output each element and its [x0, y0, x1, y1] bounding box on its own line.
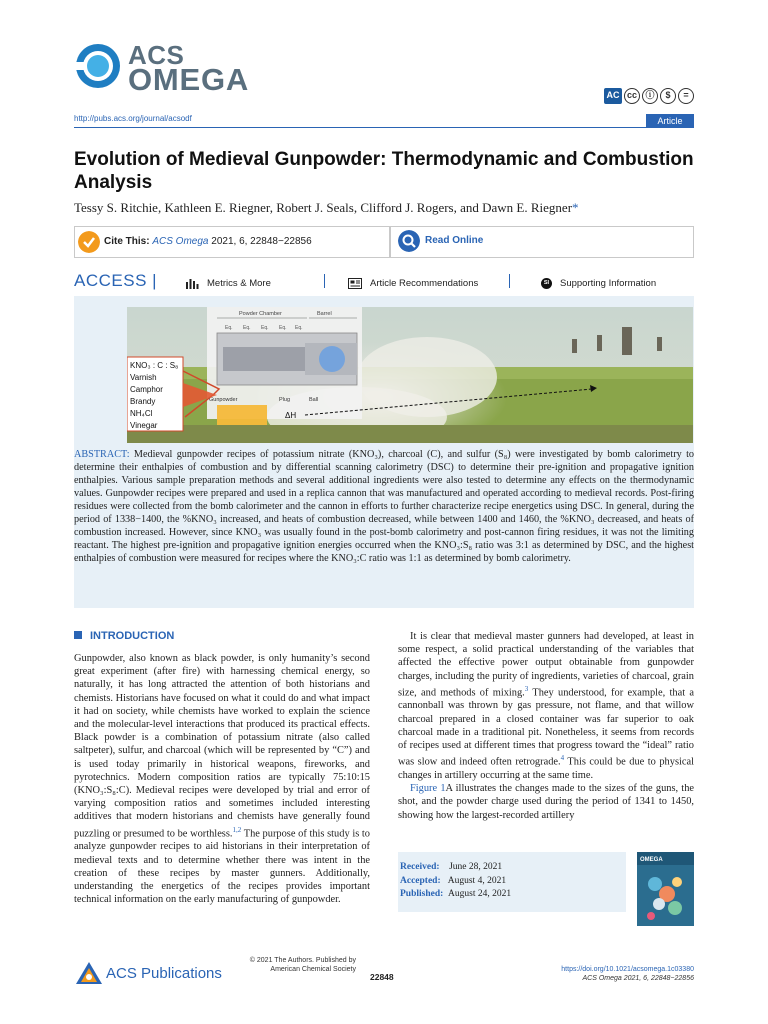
svg-text:Powder Chamber: Powder Chamber [239, 311, 282, 317]
received-row: Received: June 28, 2021 [400, 862, 503, 872]
accepted-row: Accepted: August 4, 2021 [400, 876, 507, 886]
svg-text:KNO₃ : C : S₈: KNO₃ : C : S₈ [130, 361, 179, 370]
brand-bottom: OMEGA [128, 62, 250, 97]
access-label: ACCESS | [74, 271, 158, 290]
access-divider [509, 274, 510, 288]
article-title: Evolution of Medieval Gunpowder: Thermodynamic and Combustion Analysis [74, 149, 694, 193]
doi-link[interactable]: https://doi.org/10.1021/acsomega.1c03380 [561, 966, 694, 973]
svg-text:NH₄Cl: NH₄Cl [130, 409, 153, 418]
svg-text:Eq.: Eq. [225, 325, 233, 331]
reference-link[interactable]: 4 [560, 754, 565, 763]
svg-text:Eq.: Eq. [243, 325, 251, 331]
svg-text:Eq.: Eq. [279, 325, 287, 331]
nd-icon[interactable]: = [678, 88, 694, 104]
cite-label: Cite This: [104, 236, 150, 247]
doi-block [520, 965, 694, 983]
supporting-information-link[interactable]: Supporting Information [560, 278, 657, 289]
by-icon[interactable]: ⓘ [642, 88, 658, 104]
svg-text:Barrel: Barrel [317, 311, 332, 317]
license-icons [604, 88, 694, 104]
authors-text: Tessy S. Ritchie, Kathleen E. Riegner, Robert J. Seals, Clifford J. Rogers, and Dawn E. Riegner [74, 200, 573, 215]
read-online-link[interactable]: Read Online [425, 235, 484, 246]
svg-text:Brandy: Brandy [130, 397, 156, 406]
svg-text:Varnish: Varnish [130, 373, 157, 382]
recommendations-link[interactable]: Article Recommendations [370, 278, 479, 289]
access-divider [324, 274, 325, 288]
article-type-badge: Article [646, 114, 694, 128]
svg-text:Plug: Plug [279, 397, 291, 403]
intro-paragraph-1: Gunpowder, also known as black powder, is only humanity’s second great experiment (after fire) with harnessing chemical energy, so naturally, it has long attracted the attention of both historians and chemists. Historians have focused on what it could do and what impact it had on society, while chemists have worked to explain the science and the molecular-level interactions that produced its practical effects. Black powder is a combination of potassium nitrate (also called saltpeter), sulfur, and charcoal (which will be represented by “C”) and is used today primarily in historical weapons, fireworks, and pyrotechnics. Modern composition ratios are typically 75:10:15 (KNO₃:S₈:C). Medieval recipes were developed by trial and error of varying composition ratios and sometimes included interesting additives that modern historians and chemists have generally found puzzling or presumed to be worthless.$^{1,2}$ The purpose of this study is to analyze gunpowder recipes to aid historians in their interpretation of medieval texts and to determine whether there was intent in the creation of these recipes by master gunners. Additionally, understanding the energetics of the recipes provides important technical information on the early manufacturing of gunpowder. [74, 653, 370, 906]
figure-link[interactable]: Figure 1 [410, 783, 446, 795]
acs-omega-logo-icon [74, 42, 122, 90]
delta-h-label: ΔH [285, 411, 297, 420]
reference-link[interactable]: 1,2 [232, 825, 242, 834]
journal-cover-image[interactable] [637, 852, 694, 926]
author-list [74, 200, 704, 216]
metrics-link[interactable]: Metrics & More [207, 278, 271, 289]
nc-icon[interactable]: $ [660, 88, 676, 104]
si-icon: SI [541, 278, 552, 289]
page-number: 22848 [370, 972, 394, 982]
intro-paragraph-2: It is clear that medieval master gunners had developed, at least in some respect, a solid practical understanding of the variables that affected the effective power output obtainable from gunpowder charges, including the purity of ingredients, varieties of charcoal, grain size, and methods of mixing.$^3$ They understood, for example, that a cannonball was thrown by gas pressure, not flame, and that willow charcoal prepared in a closed container was far superior to oak charcoal made in a traditional pit. Nonetheless, it seems from records of recipes used at different times that progress toward the “ideal” ratio was slow and indeed often retrograde.$^4$ This could be due to physical changes in artillery occurring at the same time. [398, 631, 694, 781]
metrics-icon [186, 278, 199, 289]
intro-column-2 [398, 630, 694, 822]
abstract-text [74, 448, 694, 565]
published-row: Published: August 24, 2021 [400, 889, 512, 899]
cite-journal-link[interactable]: ACS Omega [152, 236, 209, 247]
svg-text:Gunpowder: Gunpowder [209, 397, 238, 403]
svg-text:Vinegar: Vinegar [130, 421, 158, 430]
section-heading: INTRODUCTION [74, 630, 174, 642]
section-square-icon [74, 631, 82, 639]
abstract-body: Medieval gunpowder recipes of potassium nitrate (KNO₃), charcoal (C), and sulfur (S₈) were investigated by bomb calorimetry to determine their enthalpies of combustion and by differential scanning calorimetry (DSC) to determine their pre-ignition and propagative ignition enthalpies. Various sample preparation methods and several additional ingredients were also tested to determine any effects on the thermodynamic values. Gunpowder recipes were prepared and used in a replica cannon that was manufactured and operated according to medieval records. Post-firing residues were collected from the bomb calorimeter and the cannon in efforts to further characterize recipe energetics using DSC. In general, during the period of 1338−1400, the %KNO₃ increased, and heats of combustion decreased, while between 1400 and 1460, the %KNO₃ decreased, and heats of combustion increased. However, since KNO₃ was usually found in the post-bomb calorimetry and post-cannon firing residues, it was not the limiting reactant. The highest pre-ignition and propagative ignition energies occurred when the KNO₃:S₈ ratio was 3:1 as determined by DSC, and the highest enthalpies of combustion were measured for recipes where the KNO₃:C ratio was 1:1 as determined by bomb calorimetry. [74, 449, 694, 564]
acs-publications-logo-icon [76, 962, 102, 984]
cite-details: 2021, 6, 22848−22856 [211, 236, 312, 247]
brand-top: ACS [128, 40, 185, 70]
copyright-notice: © 2021 The Authors. Published by American Chemical Society [249, 957, 356, 973]
svg-text:Camphor: Camphor [130, 385, 163, 394]
footer-citation: ACS Omega 2021, 6, 22848−22856 [582, 975, 694, 982]
journal-url-link[interactable]: http://pubs.acs.org/journal/acsodf [74, 114, 192, 123]
check-icon [78, 231, 100, 253]
cite-this-text [104, 236, 312, 247]
svg-text:OMEGA: OMEGA [640, 857, 663, 863]
recommendations-icon [348, 278, 362, 289]
cc-icon[interactable]: cc [624, 88, 640, 104]
corresponding-author-mark[interactable]: * [572, 200, 579, 215]
abstract-label: ABSTRACT: [74, 449, 130, 460]
toc-graphic [127, 307, 693, 443]
publisher-name[interactable]: ACS Publications [106, 965, 222, 982]
svg-text:Ball: Ball [309, 397, 319, 403]
ac-open-access-icon[interactable]: AC [604, 88, 622, 104]
svg-text:Eq.: Eq. [295, 325, 303, 331]
read-online-icon [398, 230, 420, 252]
intro-paragraph-3: Figure 1A illustrates the changes made to the sizes of the guns, the shot, and the powder charge used during the period of 1341 to 1450, showing how the largest-recorded artillery [398, 783, 695, 821]
svg-text:Eq.: Eq. [261, 325, 269, 331]
reference-link[interactable]: 3 [524, 684, 529, 693]
